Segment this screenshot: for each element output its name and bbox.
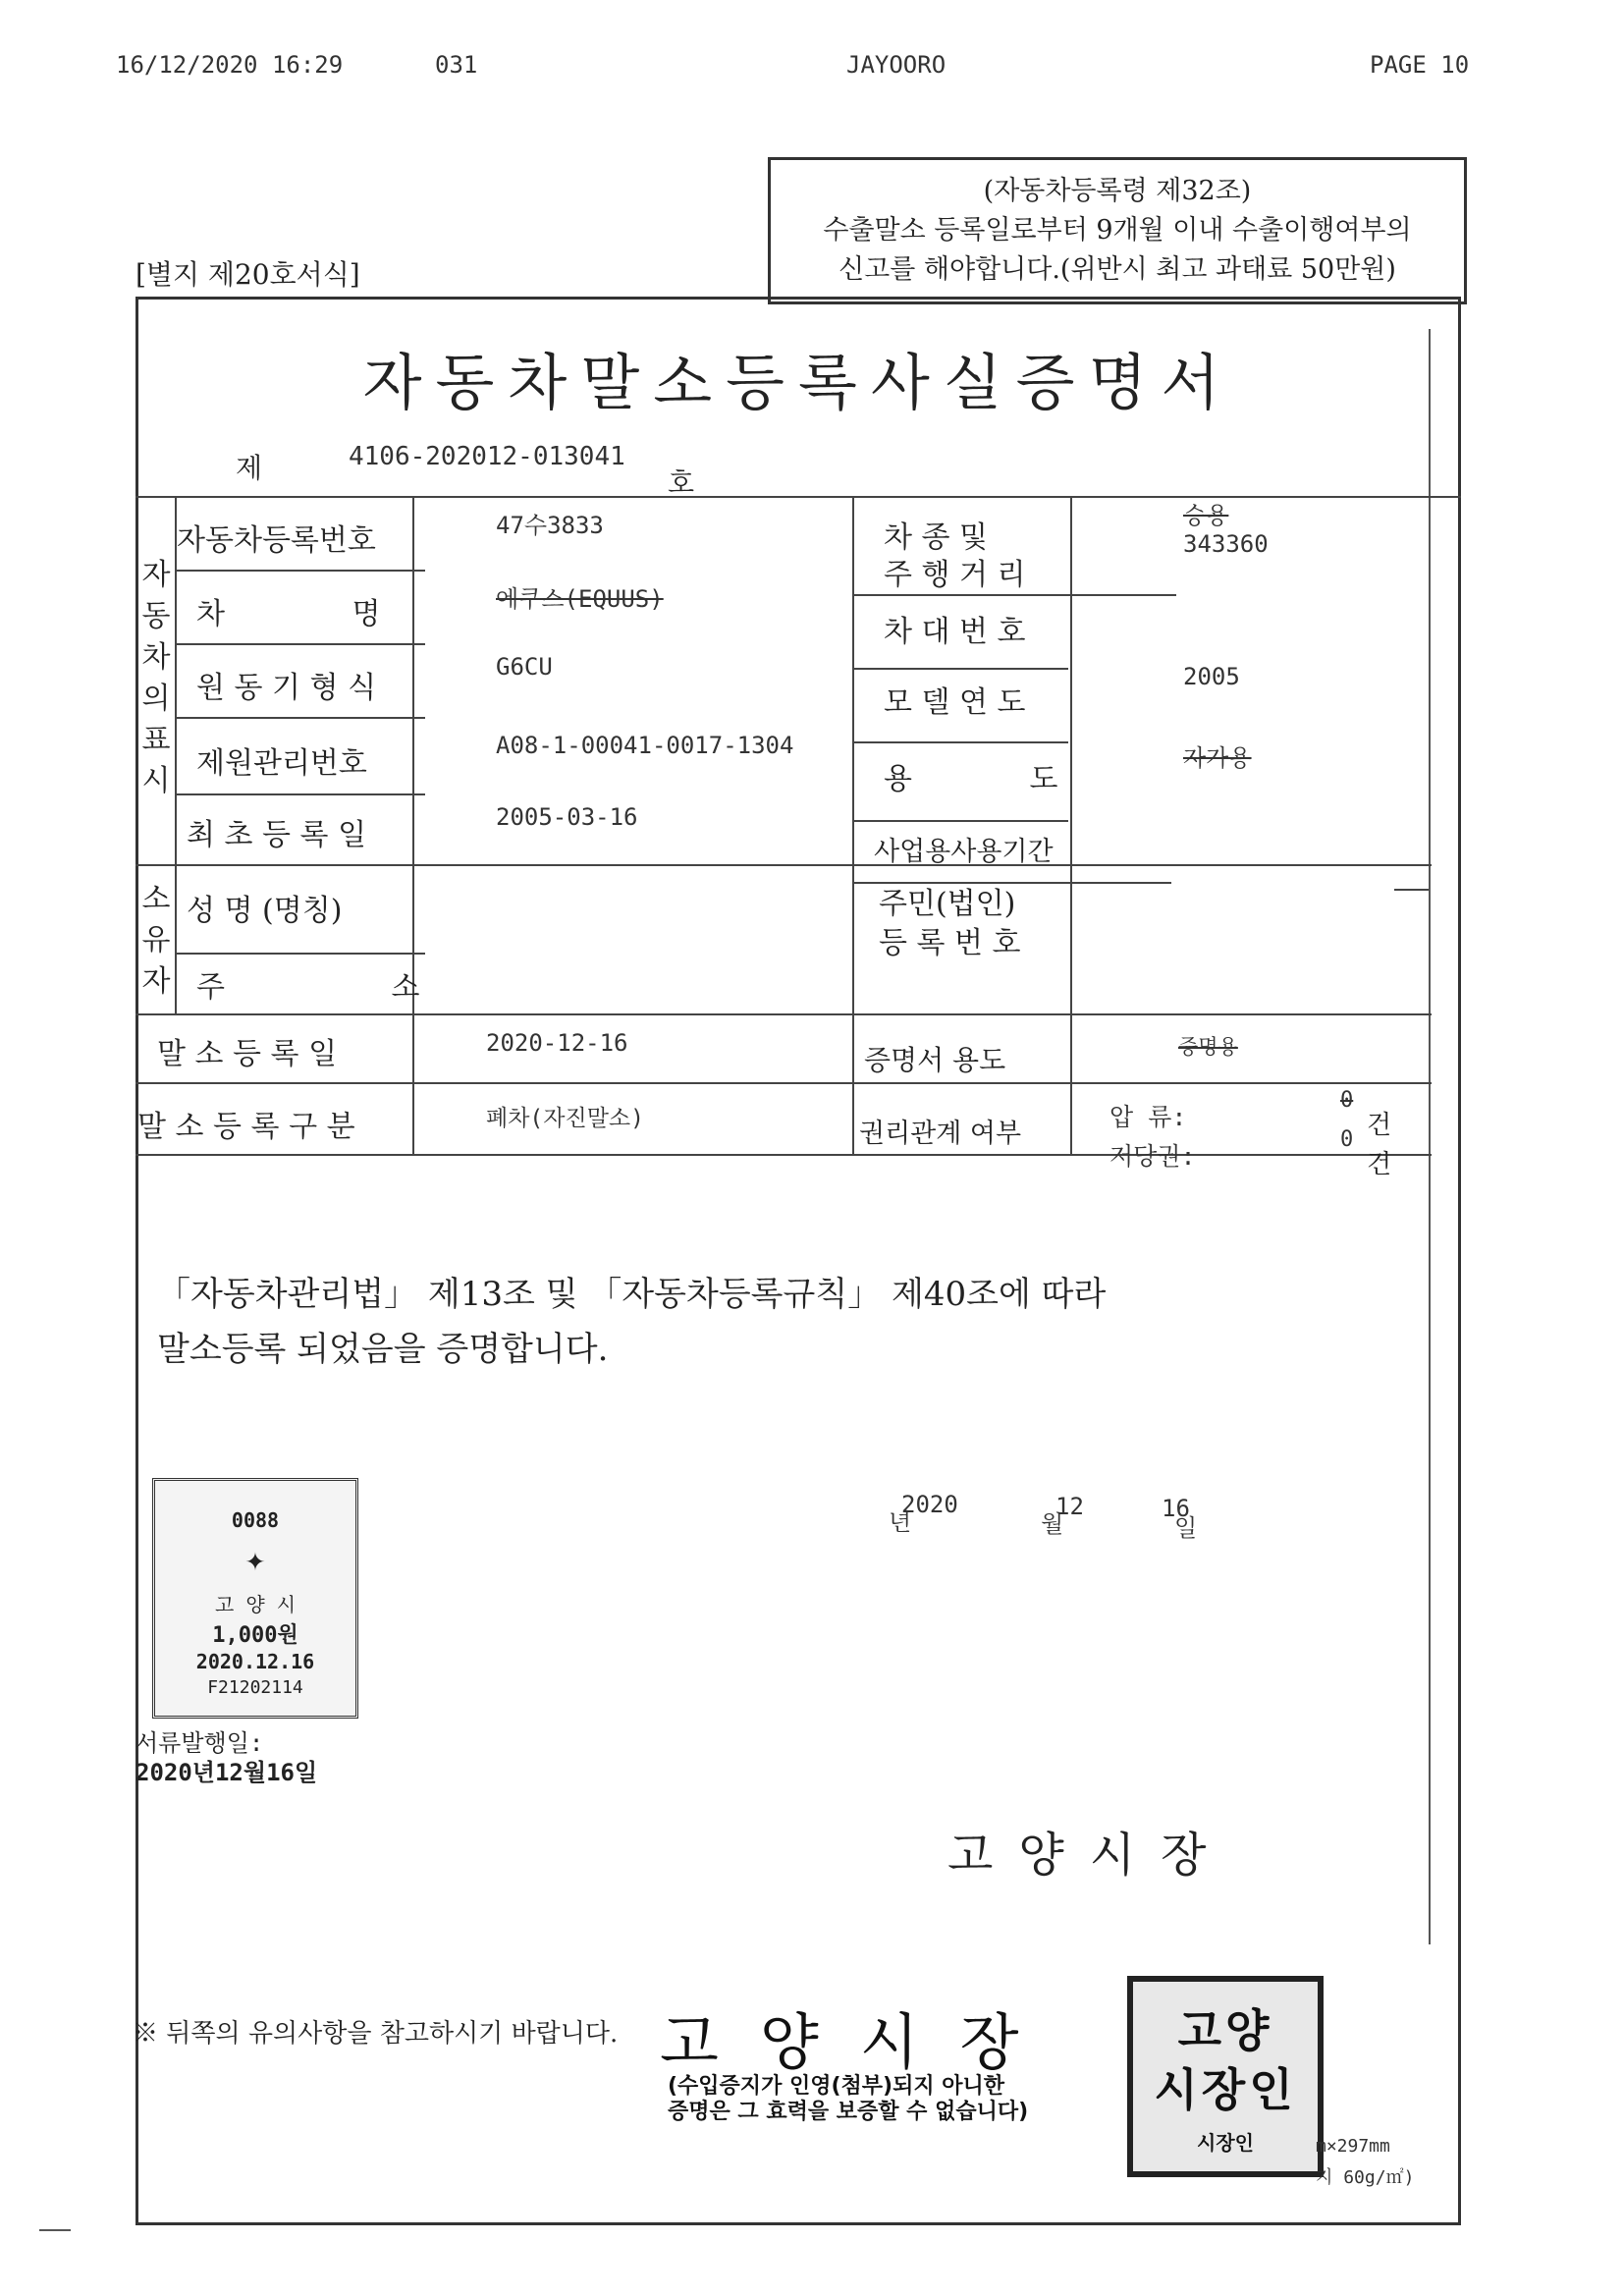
issue-date-label: 서류발행일:	[135, 1729, 264, 1757]
vehicle-section-label: 자 동 차 의 표 시	[141, 558, 171, 798]
vehicle-type-value: 승용	[1183, 502, 1229, 529]
mileage-value: 343360	[1183, 530, 1269, 558]
export-notice-box	[768, 157, 1467, 304]
revenue-stamp	[152, 1478, 358, 1719]
footer-note: ※ 뒤쪽의 유의사항을 참고하시기 바랍니다.	[133, 2019, 619, 2049]
business-period-label: 사업용사용기간	[874, 837, 1054, 867]
row-line	[135, 864, 1432, 866]
row-line	[852, 668, 1068, 670]
paper-size-note: m×297mm 지 60g/㎡)	[1316, 2136, 1415, 2188]
model-year-value: 2005	[1183, 663, 1240, 690]
seizure-unit: 건	[1367, 1111, 1392, 1140]
deregistration-date-label: 말 소 등 록 일	[157, 1037, 338, 1071]
seizure-label: 압 류:	[1109, 1103, 1187, 1131]
date-month: 12	[1055, 1493, 1084, 1520]
seal-line: 고양	[1177, 2004, 1273, 2057]
row-line	[175, 793, 425, 795]
fax-datetime: 16/12/2020 16:29	[116, 51, 344, 79]
row-line	[175, 570, 425, 572]
col-line	[1070, 496, 1072, 1154]
engine-type-label: 원 동 기 형 식	[196, 671, 377, 705]
vehicle-name-label: 차 명	[196, 597, 381, 631]
chassis-number-label: 차 대 번 호	[884, 615, 1026, 649]
issue-date-value: 2020년12월16일	[135, 1759, 318, 1786]
stamp-amount: 1,000원	[212, 1623, 298, 1648]
vehicle-name-value: 에쿠스(EQUUS)	[496, 585, 664, 613]
owner-name-label: 성 명 (명칭)	[187, 894, 343, 928]
spec-number-label: 제원관리번호	[196, 746, 367, 781]
doc-number-suffix: 호	[668, 466, 695, 499]
row-line	[1394, 889, 1429, 891]
row-line	[852, 594, 1176, 596]
usage-label: 용 도	[884, 762, 1058, 796]
issuer-name: 고양시장	[947, 1828, 1232, 1883]
fax-sender: JAYOORO	[846, 51, 947, 79]
official-seal	[1127, 1976, 1324, 2177]
model-year-label: 모 델 연 도	[884, 685, 1026, 720]
seizure-count: 0	[1340, 1088, 1354, 1113]
row-line	[852, 741, 1068, 743]
table-bottom-line	[135, 1154, 1432, 1156]
seal-line: 시장인	[1154, 2063, 1297, 2116]
spec-number-value: A08-1-00041-0017-1304	[496, 732, 794, 759]
deregistration-type-value: 폐차(자진말소)	[486, 1106, 645, 1131]
registration-number-label: 자동차등록번호	[177, 523, 376, 558]
statement-line: 말소등록 되었음을 증명합니다.	[157, 1330, 609, 1369]
stamp-city: 고 양 시	[214, 1593, 297, 1616]
frame-inner-line	[1429, 329, 1431, 1944]
doc-number-value: 4106-202012-013041	[349, 442, 625, 471]
date-day: 16	[1162, 1495, 1190, 1522]
registration-number-value: 47수3833	[496, 512, 604, 539]
notice-line: (자동차등록령 제32조)	[983, 176, 1252, 206]
mileage-label: 주 행 거 리	[884, 558, 1026, 592]
deregistration-type-label: 말 소 등 록 구 분	[137, 1110, 355, 1144]
date-day-unit: 일	[1174, 1514, 1198, 1542]
certification-statement	[157, 1267, 1106, 1377]
footer-issuer-name: 고양시장	[660, 2006, 1060, 2078]
document-title: 자동차말소등록사실증명서	[362, 347, 1234, 418]
owner-section-label: 소 유 자	[141, 882, 171, 999]
col-line	[175, 496, 177, 1013]
vehicle-type-label: 차 종 및	[884, 520, 989, 555]
first-registration-label: 최 초 등 록 일	[187, 818, 367, 852]
row-line	[175, 953, 425, 955]
row-line	[852, 820, 1068, 822]
notice-line: 수출말소 등록일로부터 9개월 이내 수출이행여부의	[823, 215, 1412, 246]
stamp-date: 2020.12.16	[195, 1650, 315, 1673]
fax-number: 031	[435, 51, 478, 79]
rights-relation-label: 권리관계 여부	[859, 1119, 1022, 1149]
form-label: [별지 제20호서식]	[135, 258, 360, 291]
first-registration-value: 2005-03-16	[496, 803, 638, 831]
row-line	[175, 717, 425, 719]
date-month-unit: 월	[1041, 1510, 1064, 1538]
owner-reg-label-2: 등 록 번 호	[879, 926, 1021, 960]
statement-line: 「자동차관리법」 제13조 및 「자동차등록규칙」 제40조에 따라	[157, 1275, 1107, 1314]
certificate-frame	[135, 297, 1461, 2225]
deregistration-date-value: 2020-12-16	[486, 1029, 628, 1057]
col-line	[852, 496, 854, 1154]
issue-date-block	[135, 1728, 317, 1787]
doc-number-prefix: 제	[236, 452, 263, 484]
notice-line: 신고를 해야합니다.(위반시 최고 과태료 50만원)	[839, 254, 1396, 285]
certificate-purpose-value: 증명용	[1178, 1035, 1238, 1059]
owner-reg-label-1: 주민(법인)	[879, 887, 1016, 921]
owner-address-label: 주 소	[196, 970, 420, 1005]
row-line	[175, 643, 425, 645]
margin-mark	[39, 2229, 71, 2231]
col-line	[412, 496, 414, 1154]
stamp-serial: F21202114	[207, 1677, 303, 1698]
usage-value: 자가용	[1183, 744, 1252, 772]
engine-type-value: G6CU	[496, 653, 553, 681]
footer-caution: (수입증지가 인영(첨부)되지 아니한 증명은 그 효력을 보증할 수 없습니다)	[668, 2074, 1029, 2124]
certificate-purpose-label: 증명서 용도	[864, 1044, 1006, 1076]
table-top-line	[135, 496, 1461, 498]
fax-page: PAGE 10	[1370, 51, 1470, 79]
date-year: 2020	[901, 1491, 958, 1518]
mortgage-label: 저당권:	[1109, 1142, 1196, 1171]
mortgage-unit: 건	[1367, 1150, 1392, 1179]
stamp-code: 0088	[231, 1508, 280, 1532]
date-year-unit: 년	[889, 1508, 912, 1536]
row-line	[135, 1082, 1432, 1084]
mortgage-count: 0	[1340, 1127, 1354, 1152]
row-line	[135, 1013, 1432, 1015]
seal-line: 시장인	[1197, 2131, 1254, 2155]
stamp-emblem-icon: ✦	[244, 1540, 266, 1579]
